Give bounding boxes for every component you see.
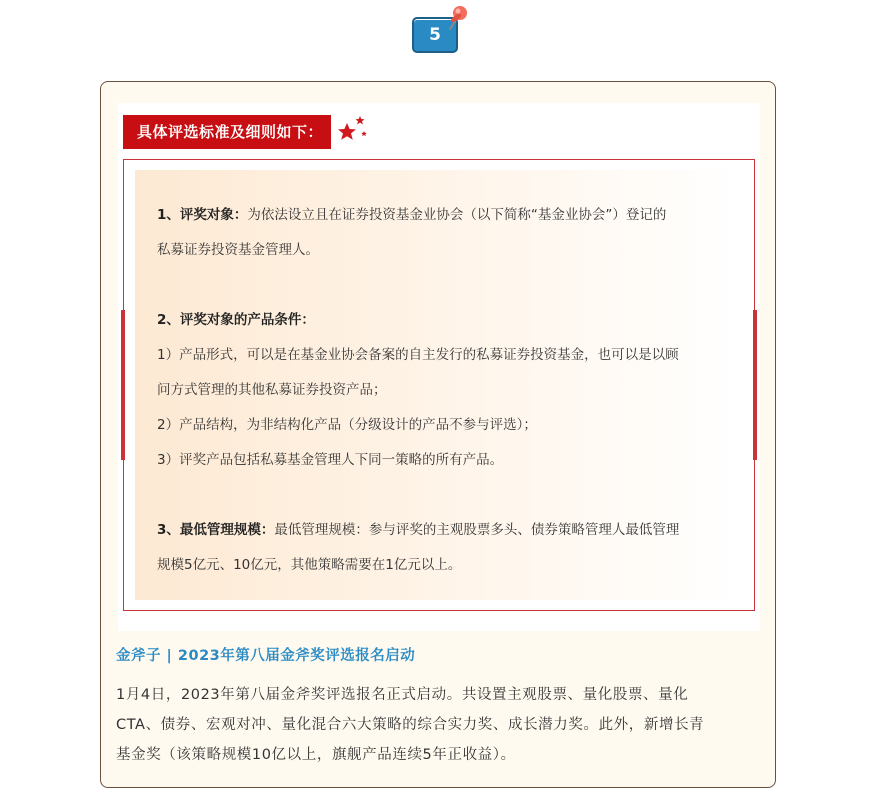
section-badge [412, 17, 458, 53]
frame-accent-left [121, 310, 125, 460]
item1-line1 [157, 198, 717, 233]
stars-icon [338, 113, 378, 145]
spacer [157, 478, 717, 513]
item1-label: 1、评奖对象： [157, 207, 248, 223]
criteria-panel [118, 103, 760, 631]
item3-line2: 规模5亿元、10亿元，其他策略需要在1亿元以上。 [157, 557, 462, 573]
criteria-frame [123, 159, 755, 611]
item2-sub3: 3）评奖产品包括私募基金管理人下同一策略的所有产品。 [157, 452, 504, 468]
article-body [116, 680, 761, 770]
criteria-content [135, 170, 739, 600]
item2-label: 2、评奖对象的产品条件： [157, 312, 315, 328]
article-body-line1: 1月4日，2023年第八届金斧奖评选报名正式启动。共设置主观股票、量化股票、量化 [116, 687, 689, 703]
article-title-link[interactable]: 金斧子 | 2023年第八届金斧奖评选报名启动 [116, 648, 416, 664]
item2-sub1-line2: 问方式管理的其他私募证券投资产品； [157, 382, 387, 398]
pushpin-icon [444, 3, 470, 33]
spacer [157, 268, 717, 303]
item2-sub1-line1: 1）产品形式，可以是在基金业协会备案的自主发行的私募证券投资基金，也可以是以顾 [157, 347, 679, 363]
item1-text: 为依法设立且在证券投资基金业协会（以下简称“基金业协会”）登记的 [247, 207, 667, 223]
criteria-title: 具体评选标准及细则如下： [123, 115, 331, 149]
item3-text: 最低管理规模：参与评奖的主观股票多头、债券策略管理人最低管理 [274, 522, 680, 538]
item2-sub2: 2）产品结构，为非结构化产品（分级设计的产品不参与评选）； [157, 417, 537, 433]
item1-line2: 私募证券投资基金管理人。 [157, 242, 319, 258]
frame-accent-right [753, 310, 757, 460]
section-number: 5 [412, 17, 458, 53]
item3-line1 [157, 513, 717, 548]
article-body-line3: 基金奖（该策略规模10亿以上，旗舰产品连续5年正收益）。 [116, 747, 516, 763]
content-card [100, 81, 776, 788]
article-body-line2: CTA、债券、宏观对冲、量化混合六大策略的综合实力奖、成长潜力奖。此外，新增长青 [116, 717, 705, 733]
item3-label: 3、最低管理规模： [157, 522, 275, 538]
